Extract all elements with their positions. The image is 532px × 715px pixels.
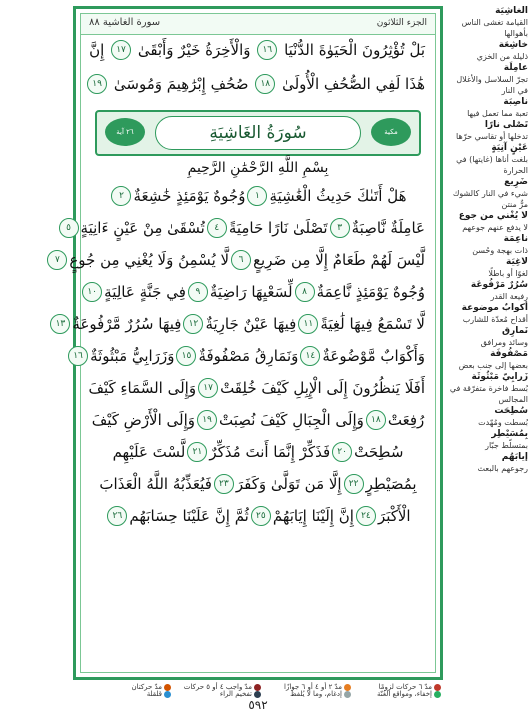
ayah-count-badge: ٢٦ آية — [105, 118, 145, 146]
gloss-definition: بعضها إلى جنب بعض — [458, 361, 528, 370]
ayah-number: ٥ — [59, 218, 79, 238]
legend-label: مدّ حركتان — [131, 683, 162, 691]
revelation-badge: مكية — [371, 118, 411, 146]
ayah-number: ١٩ — [87, 74, 107, 94]
verse-text: وَالْأَخِرَةُ خَيْرٌ وَأَبْقَىٰ — [137, 40, 251, 59]
ayah-number: ١٣ — [50, 314, 70, 334]
surah-title: سُورَةُ الغَاشِيَةِ — [155, 116, 361, 150]
ayah-number: ٢٠ — [332, 442, 352, 462]
verse-text: رُفِعَتْ — [387, 410, 425, 429]
gloss-word: سُرُرٌ مَرْفُوعَة — [470, 280, 528, 290]
ayah-number: ١١ — [298, 314, 318, 334]
gloss-definition: لا يدفع عنهم جوعهم — [462, 223, 528, 232]
basmala: بِسْمِ اللَّهِ الرَّحْمَٰنِ الرَّحِيمِ — [187, 160, 329, 176]
legend-label: مدّ ٢ أو ٤ أو ٦ جوازًا — [284, 683, 342, 691]
tajweed-legend — [73, 683, 443, 698]
ayah-number: ١٥ — [176, 346, 196, 366]
verse-text: تُسْقَىٰ مِنْ عَيْنٍ ءَانِيَةٍ — [80, 218, 205, 237]
verse-line — [91, 442, 425, 474]
ayah-number: ٦ — [231, 250, 251, 270]
gloss-definition: بمتسلّط جبّار — [485, 441, 528, 450]
verse-text: صُحُفِ إِبْرَٰهِيمَ وَمُوسَىٰ — [113, 74, 249, 93]
gloss-entry — [448, 406, 528, 428]
ayah-number: ١٨ — [255, 74, 275, 94]
gloss-definition: القيامة تغشى الناس بأهوالها — [461, 18, 528, 38]
gloss-definition: تعبة مما تعمل فيها — [467, 109, 528, 118]
verse-text: وُجُوهٌ يَوْمَئِذٍ نَّاعِمَةٌ — [316, 282, 425, 301]
ayah-number: ١٧ — [111, 40, 131, 60]
surah-banner — [95, 110, 421, 156]
gloss-definition: شيء في النار كالشوك مرٌّ منتن — [452, 189, 528, 209]
ayah-number: ٢٦ — [107, 506, 127, 526]
gloss-entry — [448, 40, 528, 62]
verse-line — [87, 282, 425, 314]
legend-swatch-icon — [434, 691, 441, 698]
gloss-definition: رجوعهم بالبعث — [477, 464, 528, 473]
verse-text: وَإِلَى السَّمَاءِ كَيْفَ — [88, 378, 197, 397]
gloss-entry — [448, 211, 528, 233]
gloss-word: نَمارِق — [501, 326, 528, 336]
verse-text: وَزَرَابِيُّ مَبْثُوثَةٌ — [90, 346, 175, 365]
verse-text: فِيهَا سُرُرٌ مَّرْفُوعَةٌ — [72, 314, 182, 333]
gloss-entry — [448, 120, 528, 142]
ayah-number: ١٦ — [68, 346, 88, 366]
verse-text: الْأَكْبَرَ — [377, 506, 411, 525]
verse-text: إِنَّ إِلَيْنَا إِيَابَهُمْ — [272, 506, 354, 525]
verse-text: لَّسْتَ عَلَيْهِم — [112, 442, 186, 461]
gloss-word: خاشِعَة — [498, 40, 528, 50]
gloss-entry — [448, 429, 528, 451]
verse-line — [91, 186, 425, 218]
verse-text: سُطِحَتْ — [354, 442, 404, 461]
gloss-entry — [448, 234, 528, 256]
verse-text: فِي جَنَّةٍ عَالِيَةٍ — [104, 282, 186, 301]
gloss-entry — [448, 63, 528, 96]
gloss-definition: بلغت أناها (غايتها) في الحرارة — [456, 155, 528, 175]
ayah-number: ٢١ — [187, 442, 207, 462]
gloss-word: عامِلَة — [503, 63, 528, 73]
gloss-word: ناعِمَة — [503, 234, 528, 244]
verse-text: فِيهَا عَيْنٌ جَارِيَةٌ — [205, 314, 297, 333]
page-number: ٥٩٢ — [248, 698, 268, 712]
verse-line — [66, 218, 425, 250]
legend-label: مدّ واجب ٤ أو ٥ حركات — [183, 683, 252, 691]
ayah-number: ١٩ — [197, 410, 217, 430]
gloss-entry — [448, 257, 528, 279]
verse-text: إِلَّا مَن تَوَلَّىٰ وَكَفَرَ — [235, 474, 342, 493]
verse-text: لِّسَعْيِهَا رَاضِيَةٌ — [209, 282, 293, 301]
legend-swatch-icon — [164, 691, 171, 698]
ayah-number: ١٢ — [183, 314, 203, 334]
ayah-number: ٢٥ — [251, 506, 271, 526]
ayah-number: ٢ — [111, 186, 131, 206]
verse-text: لَّا يُسْمِنُ وَلَا يُغْنِي مِن جُوعٍ — [69, 250, 230, 269]
gloss-word: أكوابٌ موضوعة — [461, 303, 528, 313]
gloss-entry — [448, 349, 528, 371]
gloss-definition: بُسط فاخرة متفرّقة في المجالس — [449, 384, 528, 404]
ayah-number: ٣ — [330, 218, 350, 238]
gloss-word: بِمُسَيْطِر — [491, 429, 528, 439]
verse-text: تَصْلَىٰ نَارًا حَامِيَةً — [228, 218, 328, 237]
gloss-entry — [448, 280, 528, 302]
verse-text: فَذَكِّرْ إِنَّمَا أَنتَ مُذَكِّرٌ — [209, 442, 331, 461]
verse-text: ثُمَّ إِنَّ عَلَيْنَا حِسَابَهُم — [129, 506, 249, 525]
verse-line-1 — [91, 40, 425, 72]
quran-frame — [54, 6, 443, 680]
ayah-number: ٧ — [47, 250, 67, 270]
page-header — [81, 14, 435, 35]
gloss-entry — [448, 452, 528, 474]
gloss-entry — [448, 177, 528, 210]
gloss-word: إيابَهُم — [501, 452, 528, 462]
verse-line — [73, 346, 425, 378]
verse-text: وَأَكْوَابٌ مَّوْضُوعَةٌ — [322, 346, 425, 365]
legend-item — [290, 690, 351, 698]
verse-line — [55, 314, 425, 346]
ayah-number: ٢٢ — [344, 474, 364, 494]
gloss-definition: لغوًا أو باطلًا — [488, 269, 528, 278]
gloss-word: زَرابِيّ مَبْثُوثَة — [471, 372, 528, 382]
gloss-definition: رفيعة القدر — [490, 292, 528, 301]
verse-line-2 — [91, 74, 425, 106]
verse-line — [91, 506, 425, 538]
verse-text: وَإِلَى الْأَرْضِ كَيْفَ — [91, 410, 196, 429]
ayah-number: ٢٤ — [356, 506, 376, 526]
verse-text: عَامِلَةٌ نَّاصِبَةٌ — [351, 218, 425, 237]
gloss-definition: تجرّ السلاسل والأغلال في النار — [456, 75, 528, 95]
verse-text: وُجُوهٌ يَوْمَئِذٍ خَٰشِعَةٌ — [133, 186, 246, 205]
gloss-definition: ذات بهجة وحُسن — [472, 246, 528, 255]
verse-text: هَٰذَا لَفِي الصُّحُفِ الْأُولَىٰ — [282, 74, 425, 93]
gloss-word: سُطِحَت — [494, 406, 528, 416]
ayah-number: ٩ — [188, 282, 208, 302]
verse-text: وَإِلَى الْجِبَالِ كَيْفَ نُصِبَتْ — [219, 410, 364, 429]
verse-line — [91, 410, 425, 442]
legend-label: قلقلة — [146, 690, 162, 698]
verse-text: هَلْ أَتَىٰكَ حَدِيثُ الْغَٰشِيَةِ — [269, 186, 407, 205]
frame-inner — [54, 13, 436, 673]
verse-text: أَفَلَا يَنظُرُونَ إِلَى الْإِبِلِ كَيْفَ خُلِقَتْ — [220, 378, 425, 397]
ayah-number: ١٧ — [198, 378, 218, 398]
verse-text: فَيُعَذِّبُهُ اللَّهُ الْعَذَابَ — [99, 474, 212, 493]
gloss-word: تَصْلى نارًا — [484, 120, 528, 130]
legend-item — [220, 690, 261, 698]
gloss-definition: بُسطت ومُهّدت — [478, 418, 528, 427]
gloss-definition: ذليلة من الخزي — [476, 52, 528, 61]
verse-text: إِنَّ — [89, 40, 105, 59]
legend-label: إدغام، وما لا يُلفظ — [290, 690, 342, 698]
gloss-word: ناصِبَة — [503, 97, 528, 107]
legend-label: مدّ ٦ حركات لزومًا — [378, 683, 432, 691]
legend-label: تفخيم الراء — [219, 690, 252, 698]
verse-line — [88, 378, 425, 410]
verse-text: لَّا تَسْمَعُ فِيهَا لَٰغِيَةً — [320, 314, 425, 333]
ayah-number: ٨ — [295, 282, 315, 302]
verse-line — [54, 250, 425, 282]
gloss-entry — [448, 303, 528, 325]
gloss-word: الغاشِيَة — [495, 6, 528, 16]
gloss-entry — [448, 143, 528, 176]
legend-swatch-icon — [254, 691, 261, 698]
verse-text: بِمُصَيْطِرٍ — [365, 474, 417, 493]
legend-item — [147, 690, 171, 698]
ayah-number: ٤ — [207, 218, 227, 238]
ayah-number: ١ — [247, 186, 267, 206]
gloss-entry — [448, 97, 528, 119]
gloss-word: مَصْفُوفَة — [490, 349, 528, 359]
gloss-word: لاغِيَة — [506, 257, 528, 267]
ayah-number: ٢٣ — [214, 474, 234, 494]
gloss-entry — [448, 326, 528, 348]
gloss-definition: وسائد ومرافق — [480, 338, 528, 347]
juz-label: الجزء الثلاثون — [376, 18, 427, 28]
gloss-entry — [448, 6, 528, 39]
gloss-word: ضَرِيع — [504, 177, 528, 187]
verse-line — [91, 474, 425, 506]
legend-label: إخفاء، ومواقع الغُنّة — [376, 690, 432, 698]
gloss-column — [448, 6, 528, 692]
ayah-number: ١٤ — [300, 346, 320, 366]
legend-swatch-icon — [344, 691, 351, 698]
verse-text: لَّيْسَ لَهُمْ طَعَامٌ إِلَّا مِن ضَرِيعٍ — [253, 250, 425, 269]
verse-text: بَلْ تُؤْثِرُونَ الْحَيَوٰةَ الدُّنْيَا — [284, 40, 425, 59]
surah-page-label: سورة الغاشية ٨٨ — [89, 17, 161, 28]
verse-text: وَنَمَارِقُ مَصْفُوفَةٌ — [198, 346, 299, 365]
gloss-definition: تدخلها أو تقاسي حرّها — [456, 132, 528, 141]
ayah-number: ١٠ — [82, 282, 102, 302]
gloss-definition: أقداح مُعدّة للشارب — [462, 315, 528, 324]
ayah-number: ١٦ — [257, 40, 277, 60]
gloss-entry — [448, 372, 528, 405]
gloss-word: لا يُغْني من جوع — [458, 211, 528, 221]
ayah-number: ١٨ — [366, 410, 386, 430]
gloss-word: عَيْنٍ آنِيَةٍ — [491, 143, 528, 153]
legend-item — [377, 690, 441, 698]
